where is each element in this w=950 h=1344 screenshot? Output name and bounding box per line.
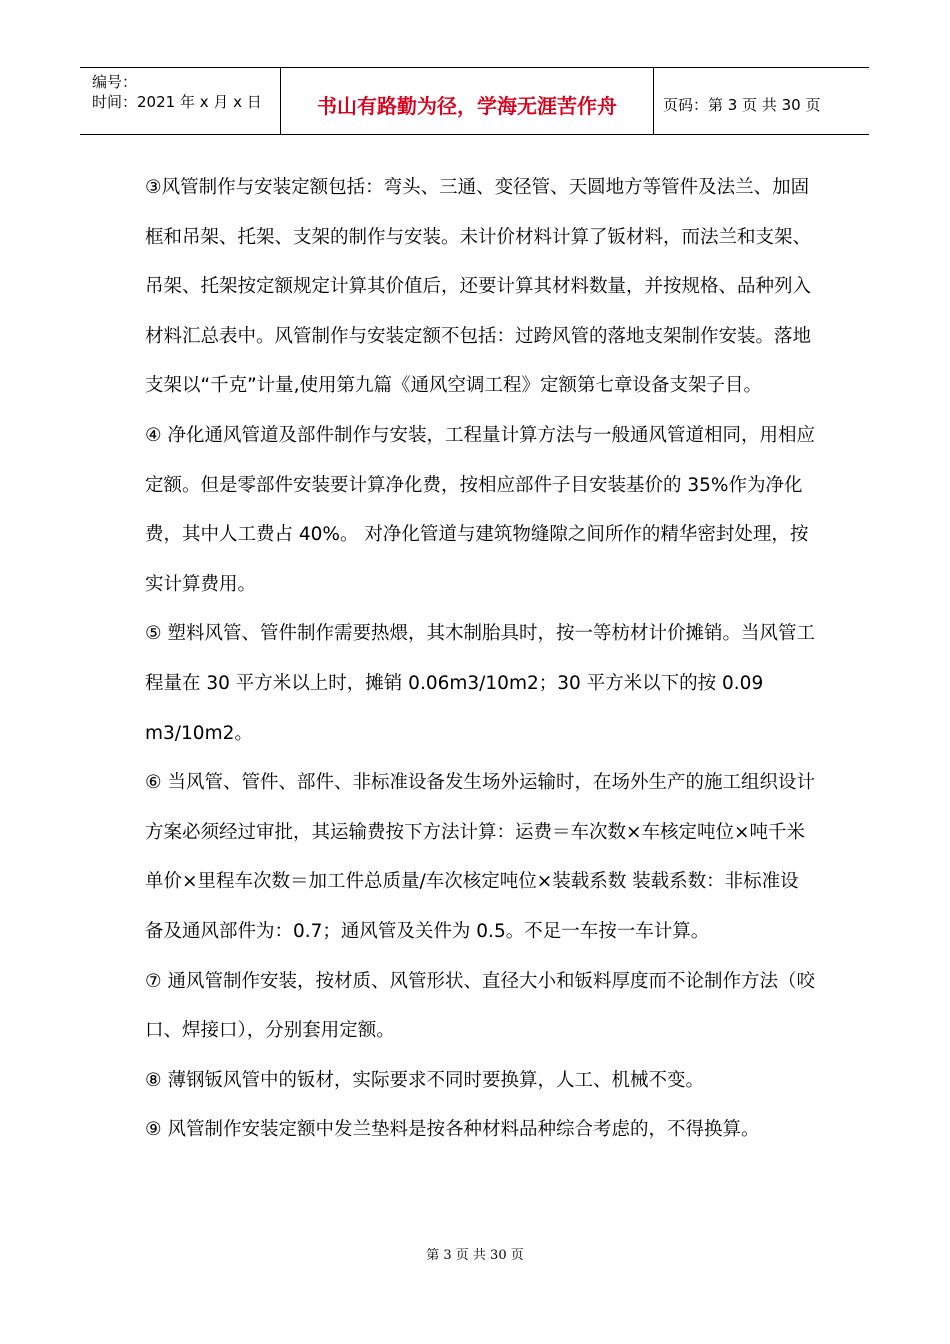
- paragraph-3: ③风管制作与安装定额包括：弯头、三通、变径管、天圆地方等管件及法兰、加固框和吊架、托架、支架的制作与安装。未计价材料计算了钣材料，而法兰和支架、吊架、托架按定额规定计算其价值后，还要计算其材料数量，并按规格、品种列入材料汇总表中。风管制作与安装定额不包括：过跨风管的落地支架制作安装。落地支架以“千克”计量,使用第九篇《通风空调工程》定额第七章设备支架子目。: [145, 177, 812, 397]
- document-number-label: 编号：: [92, 73, 138, 91]
- paragraph-5: ⑤ 塑料风管、管件制作需要热煨，其木制胎具时，按一等枋材计价摊销。当风管工程量在 30 平方米以上时，摊销 0.06m3/10m2；30 平方米以下的按 0.09 m3/10m2。: [145, 623, 815, 744]
- document-date: 时间：2021 年 x 月 x 日: [92, 93, 262, 111]
- page-header: [80, 67, 869, 135]
- paragraph-9: ⑨ 风管制作安装定额中发兰垫料是按各种材料品种综合考虑的，不得换算。: [145, 1119, 760, 1141]
- paragraph-4: ④ 净化通风管道及部件制作与安装，工程量计算方法与一般通风管道相同，用相应定额。但是零部件安装要计算净化费，按相应部件子目安装基价的 35%作为净化费，其中人工费占 40%。 对净化管道与建筑物缝隙之间所作的精华密封处理，按实计算费用。: [145, 424, 815, 595]
- document-body: [145, 163, 817, 1155]
- header-page-info: 页码：第 3 页 共 30 页: [663, 95, 821, 114]
- paragraph-8: ⑧ 薄钢钣风管中的钣材，实际要求不同时要换算，人工、机械不变。: [145, 1069, 704, 1091]
- page-footer: 第 3 页 共 30 页: [426, 1248, 524, 1263]
- header-motto: 书山有路勤为径，学海无涯苦作舟: [280, 68, 654, 134]
- header-meta: [80, 68, 280, 134]
- paragraph-6: ⑥ 当风管、管件、部件、非标准设备发生场外运输时，在场外生产的施工组织设计方案必须经过审批，其运输费按下方法计算：运费＝车次数×车核定吨位×吨千米单价×里程车次数＝加工件总质量/车次核定吨位×装载系数 装载系数：非标准设备及通风部件为：0.7；通风管及关件为 0.5。不足一车按一车计算。: [145, 772, 815, 942]
- paragraph-7: ⑦ 通风管制作安装，按材质、风管形状、直径大小和钣料厚度而不论制作方法（咬口、焊接口），分别套用定额。: [145, 970, 815, 1042]
